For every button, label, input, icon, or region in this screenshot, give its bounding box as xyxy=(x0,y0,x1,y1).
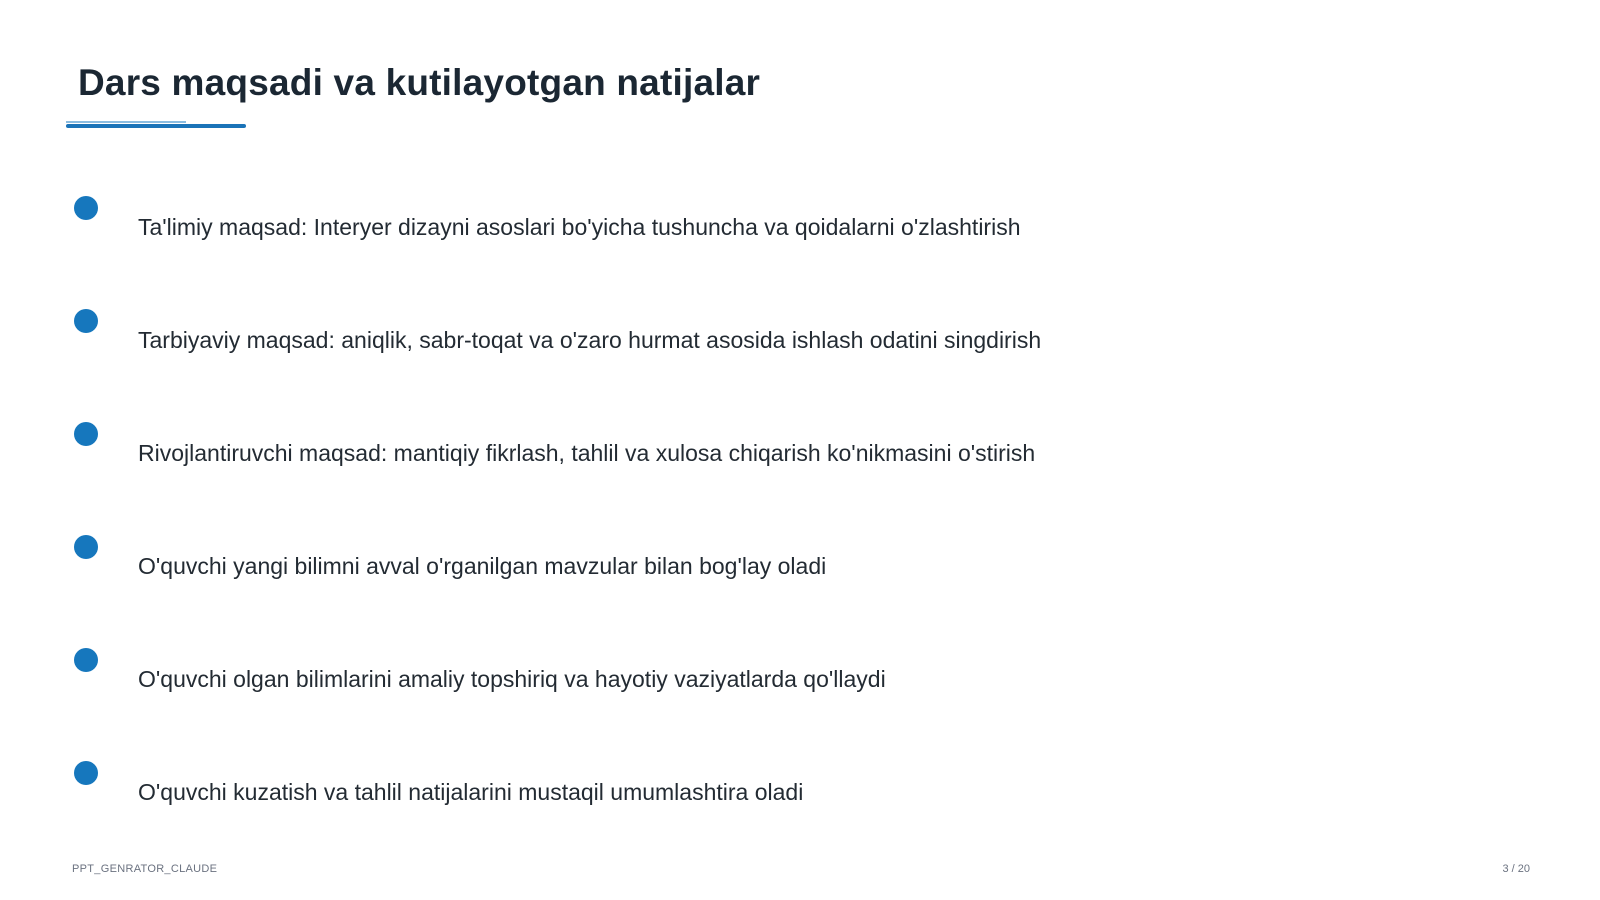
bullet-dot-icon xyxy=(74,196,98,220)
bullet-dot-icon xyxy=(74,422,98,446)
slide-title: Dars maqsadi va kutilayotgan natijalar xyxy=(78,62,761,103)
page-number: 3 / 20 xyxy=(1502,863,1530,875)
list-item xyxy=(0,648,1600,708)
list-item xyxy=(0,761,1600,821)
bullet-text: O'quvchi yangi bilimni avval o'rganilgan mavzular bilan bog'lay oladi xyxy=(138,553,827,579)
bullet-text: Ta'limiy maqsad: Interyer dizayni asoslari bo'yicha tushuncha va qoidalarni o'zlashtirish xyxy=(138,214,1021,240)
bullet-text: O'quvchi kuzatish va tahlil natijalarini mustaqil umumlashtira oladi xyxy=(138,779,804,805)
list-item xyxy=(0,422,1600,482)
bullet-dot-icon xyxy=(74,309,98,333)
bullet-text: Rivojlantiruvchi maqsad: mantiqiy fikrlash, tahlil va xulosa chiqarish ko'nikmasini o'stirish xyxy=(138,440,1036,466)
list-item xyxy=(0,196,1600,256)
footer-source-label: PPT_GENRATOR_CLAUDE xyxy=(72,863,218,875)
bullet-text: O'quvchi olgan bilimlarini amaliy topshiriq va hayotiy vaziyatlarda qo'llaydi xyxy=(138,666,886,692)
bullet-dot-icon xyxy=(74,648,98,672)
list-item xyxy=(0,535,1600,595)
bullet-dot-icon xyxy=(74,535,98,559)
bullet-text: Tarbiyaviy maqsad: aniqlik, sabr-toqat va o'zaro hurmat asosida ishlash odatini singdirish xyxy=(138,327,1042,353)
bullet-dot-icon xyxy=(74,761,98,785)
list-item xyxy=(0,309,1600,369)
